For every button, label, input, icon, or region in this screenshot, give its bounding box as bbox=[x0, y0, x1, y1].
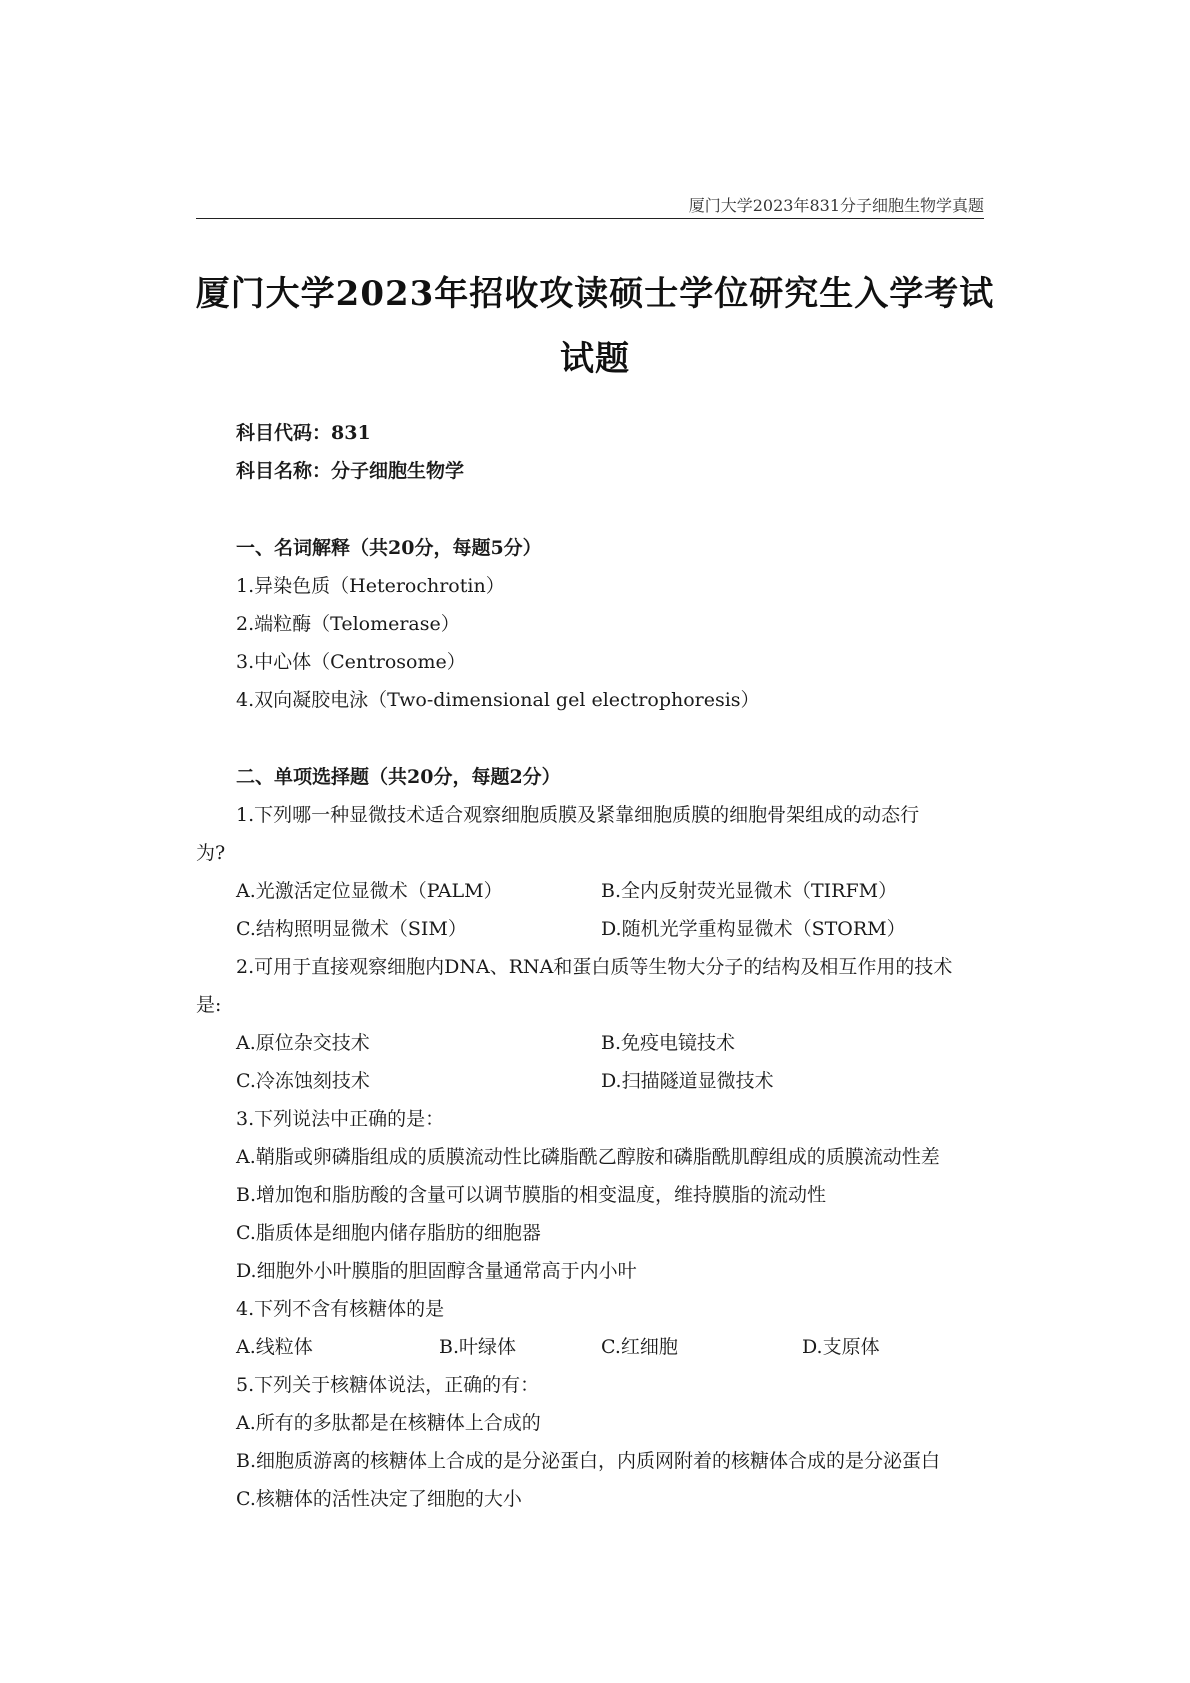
q2-option-a: A.原位杂交技术 bbox=[236, 1032, 370, 1054]
q3-option-b: B.增加饱和脂肪酸的含量可以调节膜脂的相变温度，维持膜脂的流动性 bbox=[236, 1184, 827, 1206]
term-item-4: 4.双向凝胶电泳（Two-dimensional gel electrophoresis） bbox=[236, 689, 760, 711]
term-item-2: 2.端粒酶（Telomerase） bbox=[236, 613, 460, 635]
q5-option-a: A.所有的多肽都是在核糖体上合成的 bbox=[236, 1412, 541, 1434]
q4-option-c: C.红细胞 bbox=[601, 1336, 678, 1358]
q2-stem: 2.可用于直接观察细胞内DNA、RNA和蛋白质等生物大分子的结构及相互作用的技术 bbox=[236, 956, 953, 978]
exam-title-continued: 试题 bbox=[560, 339, 630, 379]
q3-option-d: D.细胞外小叶膜脂的胆固醇含量通常高于内小叶 bbox=[236, 1260, 637, 1282]
q1-stem-continued: 为? bbox=[196, 842, 226, 864]
q3-option-c: C.脂质体是细胞内储存脂肪的细胞器 bbox=[236, 1222, 541, 1244]
q4-option-d: D.支原体 bbox=[802, 1336, 880, 1358]
q4-option-b: B.叶绿体 bbox=[439, 1336, 517, 1358]
section1-heading: 一、名词解释（共20分，每题5分） bbox=[236, 537, 542, 559]
subject-code: 科目代码：831 bbox=[236, 422, 371, 444]
q5-option-b: B.细胞质游离的核糖体上合成的是分泌蛋白，内质网附着的核糖体合成的是分泌蛋白 bbox=[236, 1450, 941, 1472]
q1-stem: 1.下列哪一种显微技术适合观察细胞质膜及紧靠细胞质膜的细胞骨架组成的动态行 bbox=[236, 804, 920, 826]
subject-name: 科目名称：分子细胞生物学 bbox=[236, 460, 465, 482]
q2-option-d: D.扫描隧道显微技术 bbox=[601, 1070, 774, 1092]
q1-option-c: C.结构照明显微术（SIM） bbox=[236, 918, 467, 940]
q4-stem: 4.下列不含有核糖体的是 bbox=[236, 1298, 445, 1320]
q1-option-d: D.随机光学重构显微术（STORM） bbox=[601, 918, 906, 940]
q5-option-c: C.核糖体的活性决定了细胞的大小 bbox=[236, 1488, 522, 1510]
q3-stem: 3.下列说法中正确的是： bbox=[236, 1108, 445, 1130]
header-rule bbox=[196, 218, 984, 219]
term-item-1: 1.异染色质（Heterochrotin） bbox=[236, 575, 505, 597]
q3-option-a: A.鞘脂或卵磷脂组成的质膜流动性比磷脂酰乙醇胺和磷脂酰肌醇组成的质膜流动性差 bbox=[236, 1146, 940, 1168]
q1-option-a: A.光激活定位显微术（PALM） bbox=[236, 880, 503, 902]
section2-heading: 二、单项选择题（共20分，每题2分） bbox=[236, 766, 561, 788]
q2-option-c: C.冷冻蚀刻技术 bbox=[236, 1070, 370, 1092]
term-item-3: 3.中心体（Centrosome） bbox=[236, 651, 466, 673]
q1-option-b: B.全内反射荧光显微术（TIRFM） bbox=[601, 880, 898, 902]
q5-stem: 5.下列关于核糖体说法，正确的有： bbox=[236, 1374, 540, 1396]
running-header: 厦门大学2023年831分子细胞生物学真题 bbox=[688, 196, 984, 215]
q4-option-a: A.线粒体 bbox=[236, 1336, 313, 1358]
q2-stem-continued: 是: bbox=[196, 994, 222, 1016]
exam-title: 厦门大学2023年招收攻读硕士学位研究生入学考试 bbox=[195, 274, 995, 314]
q2-option-b: B.免疫电镜技术 bbox=[601, 1032, 736, 1054]
